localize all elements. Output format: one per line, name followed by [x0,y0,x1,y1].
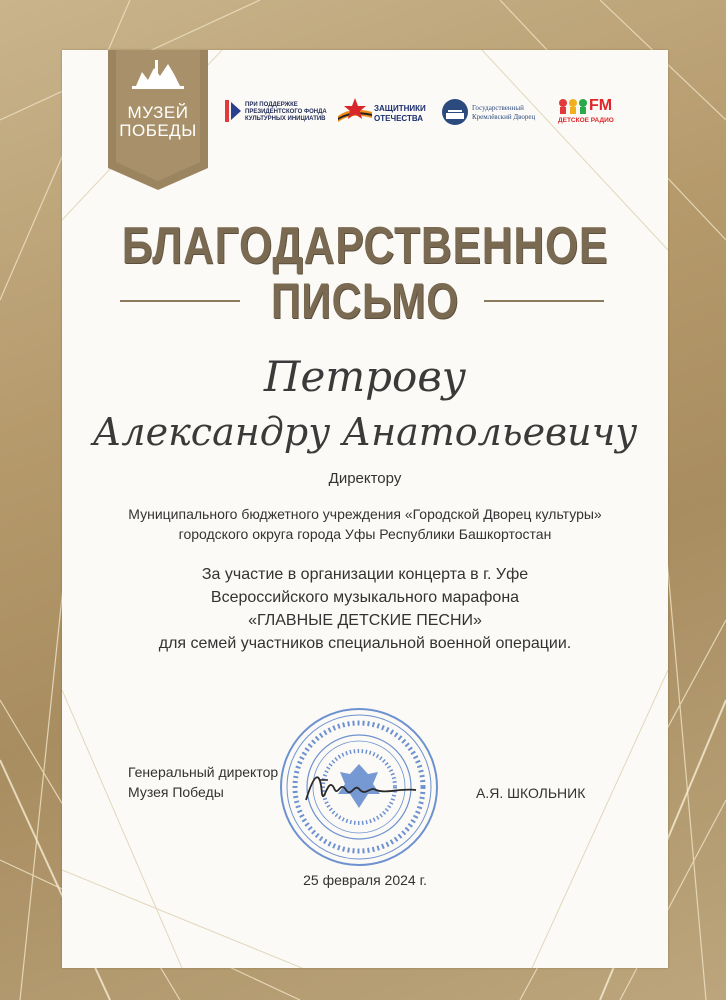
recipient-position: Директору [328,470,402,487]
reason-line2: Всероссийского музыкального марафона [210,589,520,606]
reason-line3: «ГЛАВНЫЕ ДЕТСКИЕ ПЕСНИ» [248,612,482,629]
organization-line2: городского округа города Уфы Республики Башкортостан [178,526,552,542]
partner-logo-zashchitniki [338,96,428,136]
pfki-icon [225,100,241,122]
title-line1: БЛАГОДАРСТВЕННОЕ [121,217,609,275]
museum-logo-line1: МУЗЕЙ [127,103,189,122]
issue-date: 25 февраля 2024 г. [303,872,427,888]
signatory-name: А.Я. ШКОЛЬНИК [476,785,586,801]
title-rule-left [120,300,240,302]
zashchitniki-line2: ОТЕЧЕСТВА [374,114,424,123]
recipient-surname: Петрову [263,352,467,401]
signatory-title-line2: Музея Победы [128,784,224,800]
star-ribbon-icon [338,98,372,124]
organization-line1: Муниципального бюджетного учреждения «Городской Дворец культуры» [128,506,602,522]
pfki-line3: КУЛЬТУРНЫХ ИНИЦИАТИВ [245,116,326,122]
radio-fm: FM [589,97,613,114]
reason-line1: За участие в организации концерта в г. Уфе [201,566,529,583]
recipient-name: Александру Анатольевичу [92,410,638,454]
kremlin-line1: Государственный [472,104,524,112]
reason-line4: для семей участников специальной военной операции. [158,635,572,652]
children-figures-icon [558,98,588,114]
zashchitniki-line1: ЗАЩИТНИКИ [374,104,426,113]
title-line2: ПИСЬМО [271,273,459,329]
partner-logo-kremlin [440,96,550,136]
signatory-title-line1: Генеральный директор [128,764,279,780]
kremlin-palace-icon [440,98,470,126]
radio-name: ДЕТСКОЕ РАДИО [558,117,614,124]
museum-logo-line2: ПОБЕДЫ [119,121,197,140]
partner-logo-pfki [225,96,335,136]
pfki-line1: ПРИ ПОДДЕРЖКЕ [245,102,298,108]
partner-logo-detskoe-radio [558,96,614,136]
title-rule-right [484,300,604,302]
pfki-line2: ПРЕЗИДЕНТСКОГО ФОНДА [245,109,327,115]
kremlin-line2: Кремлёвский Дворец [472,113,536,121]
handwritten-signature [300,764,420,808]
